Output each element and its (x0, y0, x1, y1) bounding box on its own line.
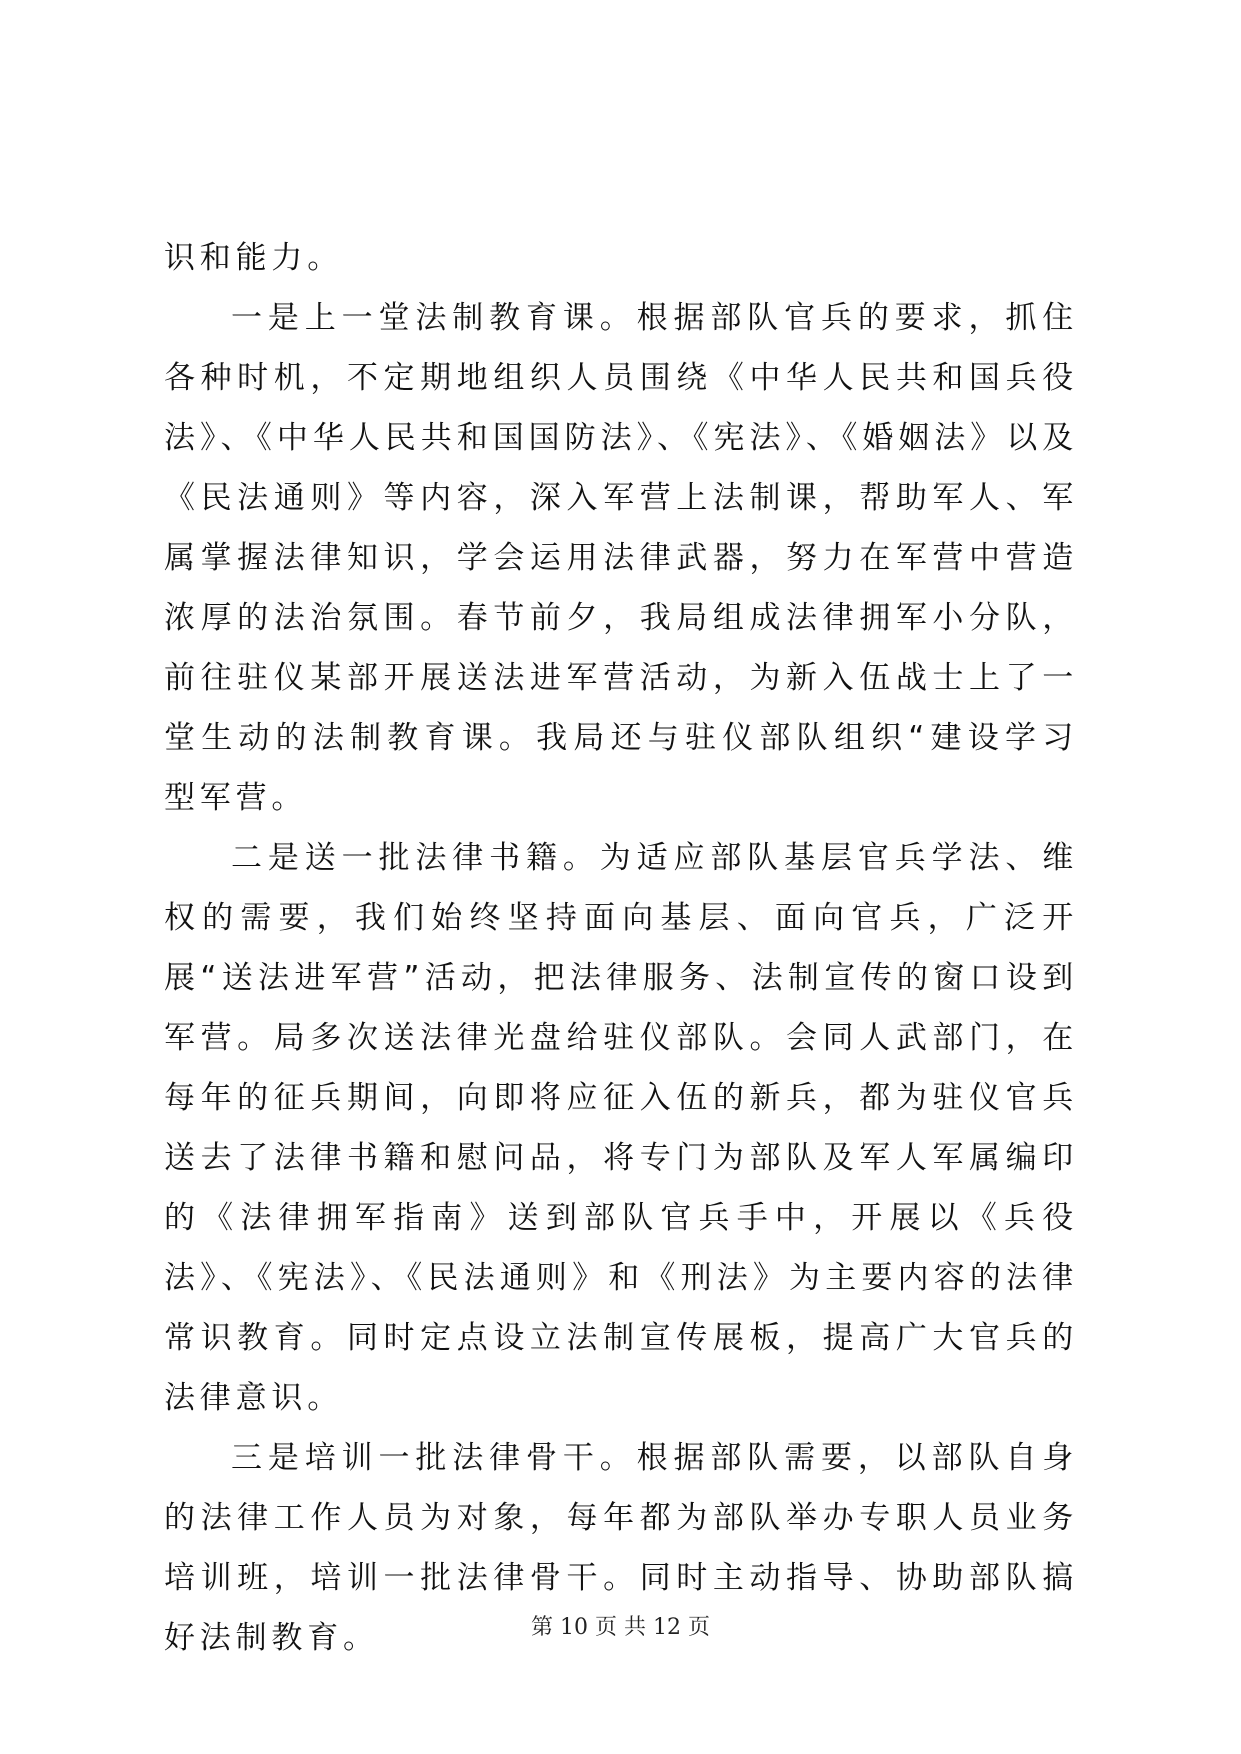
document-body (164, 228, 1078, 1668)
paragraph-continuation: 识和能力。 (164, 240, 343, 276)
paragraph-legal-books: 二是送一批法律书籍。为适应部队基层官兵学法、维权的需要，我们始终坚持面向基层、面向官兵，广泛开展“送法进军营”活动，把法律服务、法制宣传的窗口设到军营。局多次送法律光盘给驻仪部队。会同人武部门，在每年的征兵期间，向即将应征入伍的新兵，都为驻仪官兵送去了法律书籍和慰问品，将专门为部队及军人军属编印的《法律拥军指南》送到部队官兵手中，开展以《兵役法》、《宪法》、《民法通则》和《刑法》为主要内容的法律常识教育。同时定点设立法制宣传展板，提高广大官兵的法律意识。 (164, 840, 1078, 1416)
paragraph-legal-training: 三是培训一批法律骨干。根据部队需要，以部队自身的法律工作人员为对象，每年都为部队举办专职人员业务培训班，培训一批法律骨干。同时主动指导、协助部队搞好法制教育。 (164, 1440, 1078, 1656)
page-number-footer: 第 10 页 共 12 页 (531, 1615, 710, 1640)
paragraph-legal-education-class: 一是上一堂法制教育课。根据部队官兵的要求，抓住各种时机，不定期地组织人员围绕《中华人民共和国兵役法》、《中华人民共和国国防法》、《宪法》、《婚姻法》以及《民法通则》等内容，深入军营上法制课，帮助军人、军属掌握法律知识，学会运用法律武器，努力在军营中营造浓厚的法治氛围。春节前夕，我局组成法律拥军小分队，前往驻仪某部开展送法进军营活动，为新入伍战士上了一堂生动的法制教育课。我局还与驻仪部队组织“建设学习型军营。 (164, 300, 1078, 816)
